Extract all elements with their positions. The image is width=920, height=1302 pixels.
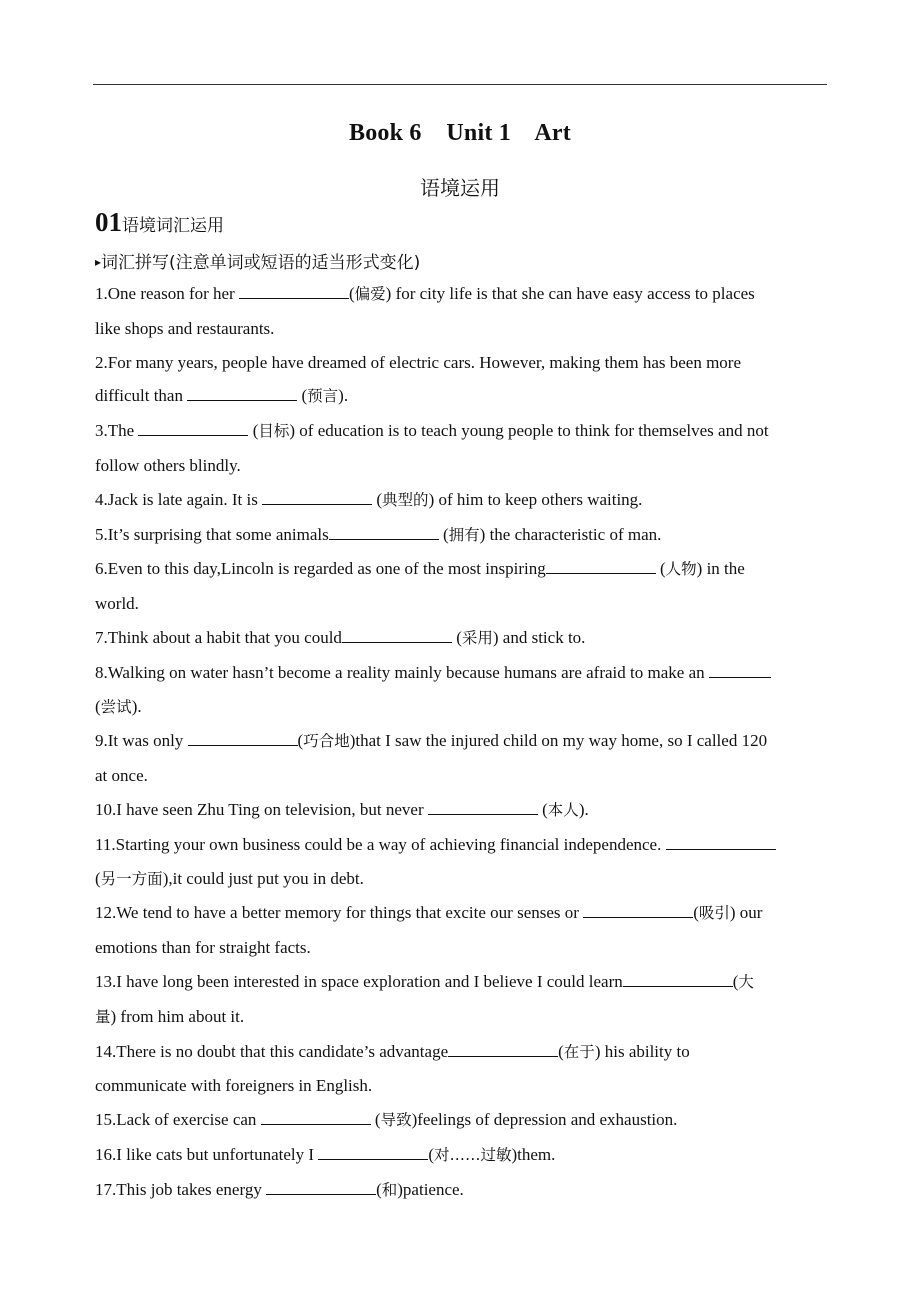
- question-item: [95, 965, 835, 1000]
- question-text: (: [451, 627, 462, 647]
- answer-blank[interactable]: [188, 731, 298, 746]
- question-text: 3.The: [95, 421, 139, 441]
- question-continuation: [95, 931, 835, 965]
- question-text: 10.I have seen Zhu Ting on television, but never: [95, 799, 428, 819]
- question-continuation: [95, 690, 835, 725]
- answer-blank[interactable]: [623, 972, 733, 987]
- answer-blank[interactable]: [448, 1042, 558, 1057]
- question-text: (: [693, 903, 699, 923]
- answer-blank[interactable]: [546, 559, 656, 574]
- question-text: 6.Even to this day,Lincoln is regarded as one of the most inspiring: [95, 559, 546, 579]
- question-item: [95, 277, 835, 312]
- question-text: 15.Lack of exercise can: [95, 1110, 261, 1130]
- question-text: difficult than: [95, 386, 188, 406]
- question-text: 4.Jack is late again. It is: [95, 489, 263, 509]
- section-label: 语境词汇运用: [122, 216, 224, 236]
- question-text: (: [370, 1110, 381, 1130]
- question-text: 14.There is no doubt that this candidate’s advantage: [95, 1041, 449, 1061]
- question-continuation: [95, 312, 835, 346]
- question-list: [95, 277, 835, 1208]
- answer-blank[interactable]: [262, 490, 372, 505]
- question-text: follow others blindly.: [95, 455, 241, 475]
- question-item: [95, 1173, 835, 1208]
- question-continuation: [95, 449, 835, 483]
- question-text: (: [428, 1144, 434, 1164]
- question-text: (: [248, 421, 259, 441]
- chinese-hint: 在于: [563, 1042, 595, 1061]
- question-text: )patience.: [397, 1179, 464, 1199]
- chinese-hint: 偏爱: [354, 285, 386, 303]
- chinese-hint: 对……过敏: [433, 1145, 512, 1164]
- triangle-bullet-icon: ▸: [95, 255, 102, 269]
- question-text: 2.For many years, people have dreamed of electric cars. However, making them has been more: [95, 352, 742, 372]
- chinese-hint: 和: [381, 1180, 398, 1199]
- question-item: [95, 793, 835, 828]
- answer-blank[interactable]: [342, 628, 452, 643]
- chinese-hint: 人物: [665, 560, 697, 579]
- question-text: world.: [95, 594, 139, 614]
- chinese-hint: 巧合地: [303, 732, 350, 751]
- question-text: (: [655, 559, 666, 579]
- question-continuation: [95, 587, 835, 621]
- section-number: 01: [95, 207, 122, 237]
- question-text: ) his ability to: [594, 1041, 690, 1061]
- header-rule: [93, 84, 827, 85]
- answer-blank[interactable]: [709, 663, 771, 678]
- instruction-text: 词汇拼写(注意单词或短语的适当形式变化): [101, 253, 421, 273]
- question-item: [95, 1138, 835, 1173]
- chinese-hint: 采用: [461, 628, 493, 647]
- question-text: 12.We tend to have a better memory for things that excite our senses or: [95, 903, 584, 923]
- question-text: ) the characteristic of man.: [479, 524, 662, 544]
- chinese-hint: 吸引: [698, 904, 730, 923]
- question-text: like shops and restaurants.: [95, 318, 275, 338]
- question-text: ) in the: [696, 559, 745, 579]
- page-subtitle: 语境运用: [420, 176, 500, 200]
- answer-blank[interactable]: [329, 525, 439, 540]
- question-text: 1.One reason for her: [95, 284, 239, 303]
- chinese-hint: 大: [738, 972, 754, 991]
- chinese-hint: 另一方面: [100, 869, 163, 888]
- question-item: [95, 483, 835, 518]
- question-text: 17.This job takes energy: [95, 1179, 267, 1199]
- question-text: (: [376, 1179, 382, 1199]
- question-item: [95, 896, 835, 931]
- question-text: )them.: [511, 1144, 556, 1164]
- question-text: (: [558, 1041, 564, 1061]
- question-continuation: [95, 1000, 835, 1035]
- question-text: 16.I like cats but unfortunately I: [95, 1144, 319, 1164]
- question-text: ) of education is to teach young people to think for themselves and not: [289, 421, 769, 441]
- section-heading: [95, 207, 224, 238]
- question-text: ) for city life is that she can have easy access to places: [385, 284, 755, 303]
- question-text: ).: [338, 386, 349, 406]
- chinese-hint: 导致: [380, 1111, 412, 1130]
- question-text: (: [95, 868, 101, 888]
- question-text: )that I saw the injured child on my way home, so I called 120: [349, 731, 768, 751]
- question-text: 8.Walking on water hasn’t become a reality mainly because humans are afraid to make an: [95, 662, 709, 682]
- chinese-hint: 量: [95, 1007, 111, 1026]
- question-item: [95, 828, 835, 862]
- question-item: [95, 724, 835, 759]
- question-item: [95, 621, 835, 656]
- question-continuation: [95, 1069, 835, 1103]
- question-text: 13.I have long been interested in space exploration and I believe I could learn: [95, 971, 623, 991]
- chinese-hint: 拥有: [448, 525, 480, 544]
- question-text: (: [537, 799, 548, 819]
- question-text: ) and stick to.: [492, 627, 586, 647]
- chinese-hint: 目标: [258, 422, 290, 441]
- question-text: )feelings of depression and exhaustion.: [411, 1110, 678, 1130]
- question-text: 5.It’s surprising that some animals: [95, 524, 329, 544]
- answer-blank[interactable]: [266, 1180, 376, 1195]
- question-text: (: [438, 524, 449, 544]
- question-continuation: [95, 759, 835, 793]
- question-text: 7.Think about a habit that you could: [95, 627, 342, 647]
- question-text: ) of him to keep others waiting.: [428, 489, 643, 509]
- question-text: (: [95, 696, 101, 716]
- question-text: ).: [578, 799, 589, 819]
- answer-blank[interactable]: [666, 835, 776, 850]
- answer-blank[interactable]: [318, 1145, 428, 1160]
- question-text: ) from him about it.: [110, 1006, 245, 1026]
- question-item: [95, 1103, 835, 1138]
- chinese-hint: 本人: [547, 800, 579, 819]
- chinese-hint: 典型的: [382, 490, 429, 509]
- question-item: [95, 656, 835, 690]
- question-text: ) our: [729, 903, 763, 923]
- question-text: (: [732, 971, 739, 991]
- question-text: 9.It was only: [95, 731, 188, 751]
- question-item: [95, 414, 835, 449]
- chinese-hint: 尝试: [100, 697, 132, 716]
- question-item: [95, 1035, 835, 1070]
- chinese-hint: 预言: [307, 387, 339, 406]
- answer-blank[interactable]: [239, 284, 349, 299]
- answer-blank[interactable]: [261, 1110, 371, 1125]
- question-text: at once.: [95, 766, 148, 786]
- question-text: (: [372, 489, 383, 509]
- question-item: [95, 346, 835, 380]
- question-text: 11.Starting your own business could be a way of achieving financial independence.: [95, 834, 666, 854]
- question-text: communicate with foreigners in English.: [95, 1076, 373, 1096]
- answer-blank[interactable]: [583, 903, 693, 918]
- page-title: Book 6 Unit 1 Art: [349, 120, 571, 146]
- question-item: [95, 518, 835, 553]
- question-text: emotions than for straight facts.: [95, 938, 311, 958]
- question-continuation: [95, 862, 835, 897]
- question-text: ),it could just put you in debt.: [162, 868, 364, 888]
- question-continuation: [95, 379, 835, 414]
- answer-blank[interactable]: [187, 386, 297, 401]
- question-text: (: [348, 284, 355, 303]
- question-text: (: [297, 386, 308, 406]
- question-text: (: [297, 731, 304, 751]
- question-item: [95, 552, 835, 587]
- instruction: [95, 248, 420, 273]
- answer-blank[interactable]: [138, 421, 248, 436]
- question-text: ).: [131, 696, 142, 716]
- answer-blank[interactable]: [428, 800, 538, 815]
